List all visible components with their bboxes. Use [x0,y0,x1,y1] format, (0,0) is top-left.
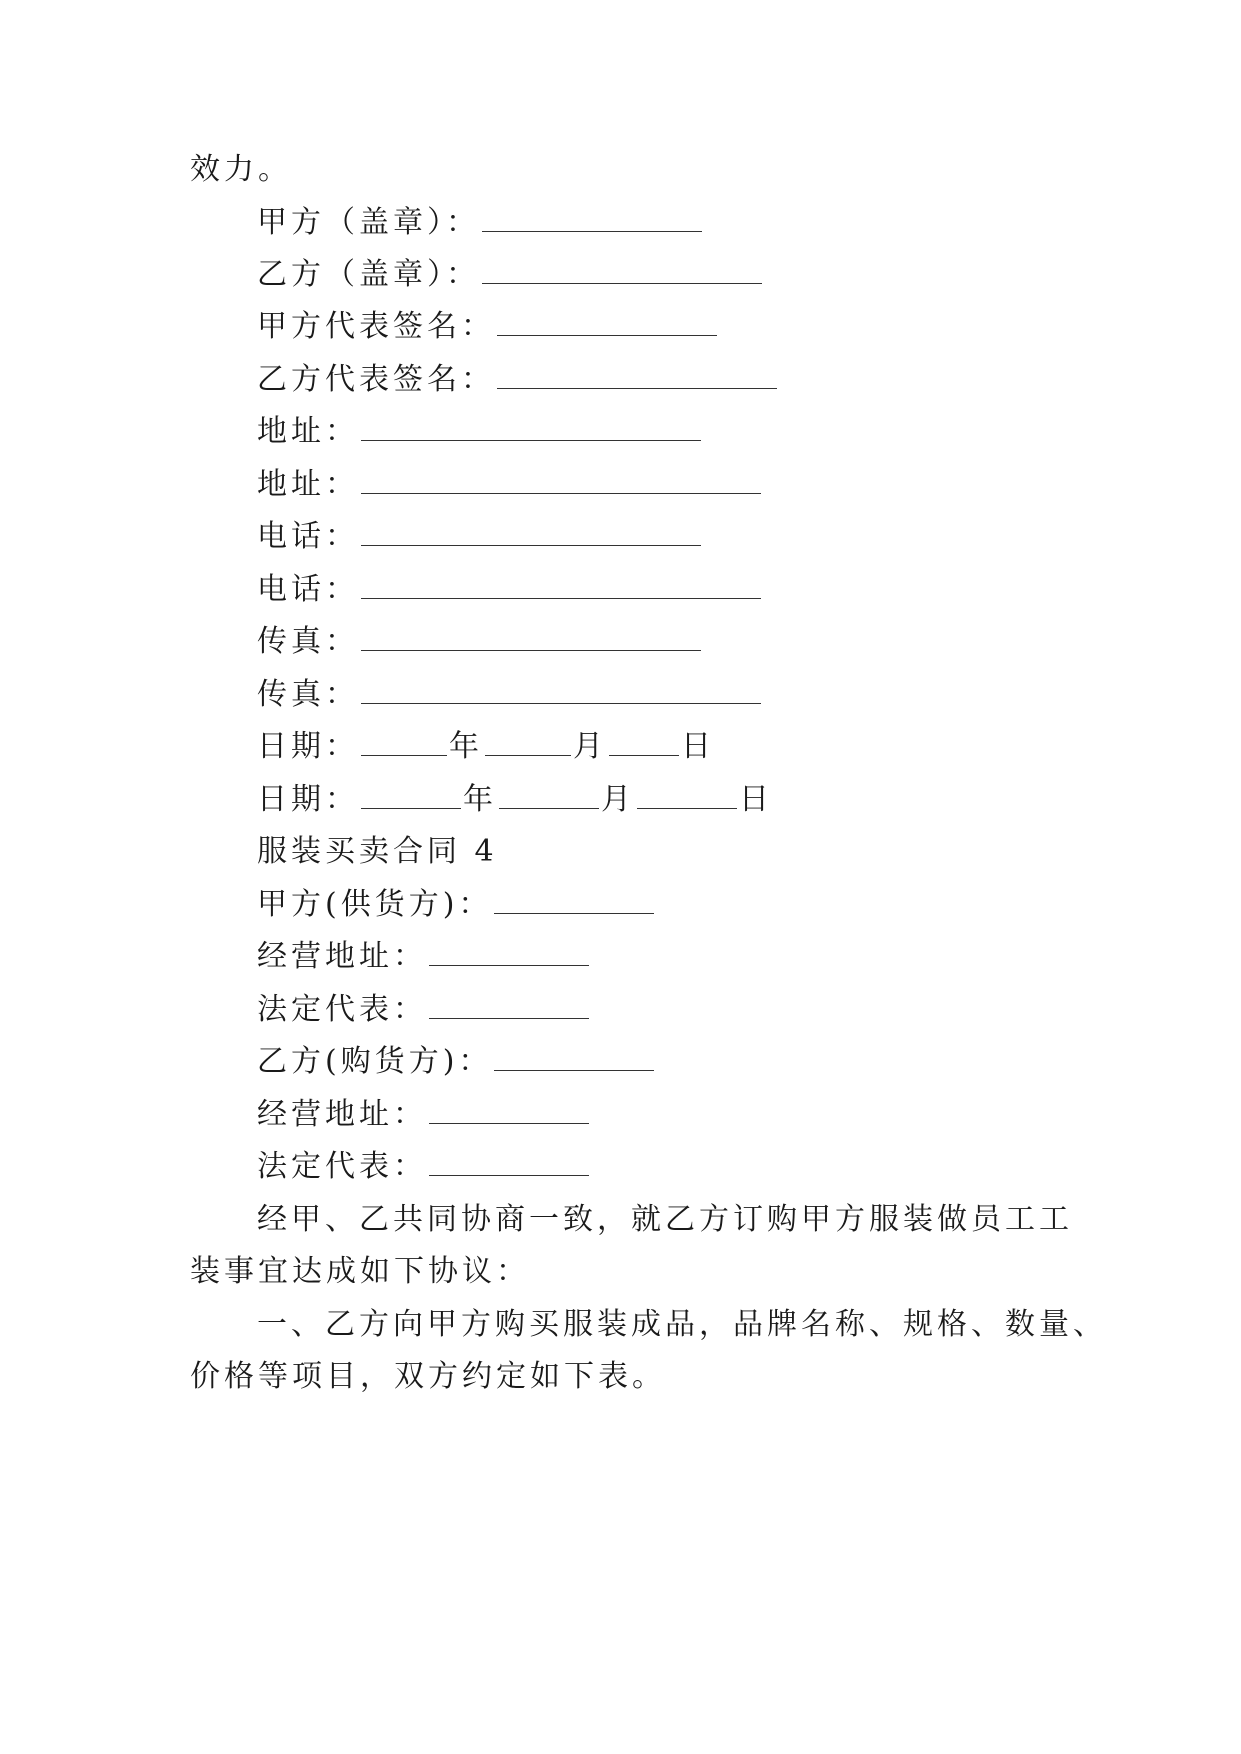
party-b-address-label: 地址： [257,467,359,502]
supplier-label: 甲方(供货方)： [257,887,493,922]
party-b-address-line [257,465,763,505]
buyer-address-line [257,1095,591,1135]
party-a-address-blank[interactable] [361,439,701,441]
clause-1-line-1 [257,1305,1107,1345]
party-a-phone-label: 电话： [257,519,359,554]
year-unit: 年 [463,782,497,817]
supplier-address-line [257,937,591,977]
paragraph-text: 一、乙方向甲方购买服装成品，品牌名称、规格、数量、 [257,1307,1107,1342]
party-b-phone-line [257,570,763,610]
party-a-address-line [257,412,703,452]
day-unit: 日 [739,782,773,817]
party-b-rep-signature-line [257,360,779,400]
month-unit: 月 [601,782,635,817]
paragraph-text: 效力。 [190,152,292,187]
party-b-phone-label: 电话： [257,572,359,607]
day-unit: 日 [681,729,715,764]
buyer-label: 乙方(购货方)： [257,1044,493,1079]
party-a-rep-signature-blank[interactable] [497,334,717,336]
party-b-rep-signature-label: 乙方代表签名： [257,362,495,397]
party-a-phone-blank[interactable] [361,544,701,546]
supplier-address-blank[interactable] [429,964,589,966]
party-a-year-blank[interactable] [361,754,447,756]
buyer-legal-rep-label: 法定代表： [257,1149,427,1184]
year-unit: 年 [449,729,483,764]
buyer-address-blank[interactable] [429,1122,589,1124]
party-a-rep-signature-line [257,307,719,347]
party-a-fax-blank[interactable] [361,649,701,651]
party-b-fax-line [257,675,763,715]
party-a-seal-line [257,203,704,243]
buyer-blank[interactable] [494,1069,654,1071]
supplier-address-label: 经营地址： [257,939,427,974]
buyer-legal-rep-blank[interactable] [429,1174,589,1176]
party-b-day-blank[interactable] [637,807,737,809]
supplier-legal-rep-line [257,990,591,1030]
supplier-blank[interactable] [494,912,654,914]
paragraph-text: 装事宜达成如下协议： [190,1254,530,1289]
party-b-date-label: 日期： [257,782,359,817]
agreement-paragraph-line-2 [190,1252,530,1292]
party-b-seal-line [257,255,764,295]
party-b-seal-label: 乙方（盖章）： [257,257,480,292]
party-b-month-blank[interactable] [499,807,599,809]
buyer-line [257,1042,656,1082]
party-b-phone-blank[interactable] [361,597,761,599]
paragraph-continuation [190,150,292,190]
party-a-address-label: 地址： [257,414,359,449]
party-b-fax-blank[interactable] [361,702,761,704]
paragraph-text: 价格等项目，双方约定如下表。 [190,1359,666,1394]
contract-title-text: 服装买卖合同 4 [257,834,498,869]
party-b-address-blank[interactable] [361,492,761,494]
supplier-legal-rep-label: 法定代表： [257,992,427,1027]
buyer-legal-rep-line [257,1147,591,1187]
party-a-seal-blank[interactable] [482,230,702,232]
clause-1-line-2 [190,1357,666,1397]
month-unit: 月 [573,729,607,764]
contract-title [257,832,498,872]
party-a-date-label: 日期： [257,729,359,764]
paragraph-text: 经甲、乙共同协商一致，就乙方订购甲方服装做员工工 [257,1202,1073,1237]
party-b-rep-signature-blank[interactable] [497,387,777,389]
supplier-line [257,885,656,925]
party-a-date-line [257,727,715,767]
party-a-day-blank[interactable] [609,754,679,756]
party-b-fax-label: 传真： [257,677,359,712]
supplier-legal-rep-blank[interactable] [429,1017,589,1019]
party-a-seal-label: 甲方（盖章）： [257,205,480,240]
party-b-date-line [257,780,773,820]
buyer-address-label: 经营地址： [257,1097,427,1132]
agreement-paragraph-line-1 [257,1200,1073,1240]
party-a-month-blank[interactable] [485,754,571,756]
party-b-seal-blank[interactable] [482,282,762,284]
party-a-rep-signature-label: 甲方代表签名： [257,309,495,344]
party-a-fax-label: 传真： [257,624,359,659]
party-b-year-blank[interactable] [361,807,461,809]
party-a-phone-line [257,517,703,557]
party-a-fax-line [257,622,703,662]
